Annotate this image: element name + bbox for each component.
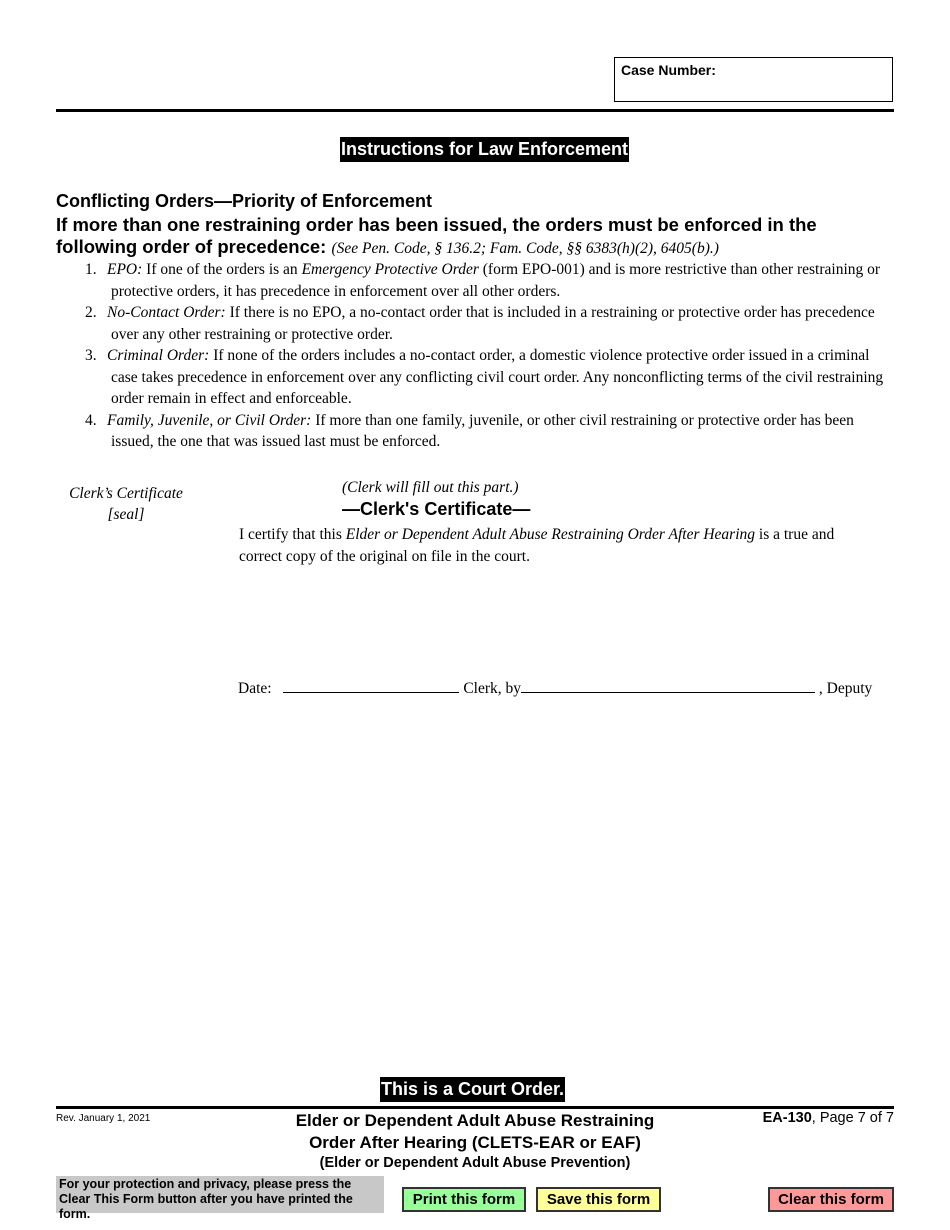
clerk-certificate-title: —Clerk's Certificate— xyxy=(342,499,531,519)
court-order-banner: This is a Court Order. xyxy=(380,1077,565,1102)
precedence-intro-text: If more than one restraining order has been issued, the orders must be enforced in the following order of precedence: xyxy=(56,214,817,257)
print-form-button[interactable]: Print this form xyxy=(402,1187,526,1212)
list-item-term: EPO: xyxy=(107,261,143,278)
clerk-signature-field[interactable] xyxy=(521,676,815,693)
list-item-text: If there is no EPO, a no-contact order that is included in a restraining or protective order has precedence over any other restraining or protective order. xyxy=(111,304,875,343)
certification-text: I certify that this xyxy=(239,526,346,543)
footer-divider xyxy=(56,1106,894,1109)
header-divider xyxy=(56,109,894,112)
clerk-certificate-seal-area xyxy=(56,483,196,525)
list-item-text: If none of the orders includes a no-contact order, a domestic violence protective order issued in a criminal case takes precedence in enforcement over any conflicting civil court order. Any nonconflicting terms of the civil restraining order remain in effect and enforceable. xyxy=(111,347,884,407)
list-item-term: Criminal Order: xyxy=(107,347,210,364)
save-form-button[interactable]: Save this form xyxy=(536,1187,661,1212)
instructions-banner: Instructions for Law Enforcement xyxy=(340,137,629,162)
list-item-number: 2. xyxy=(85,304,97,321)
clear-form-button[interactable]: Clear this form xyxy=(768,1187,894,1212)
form-subtitle: (Elder or Dependent Adult Abuse Prevention) xyxy=(319,1155,631,1171)
clerk-note: (Clerk will fill out this part.) xyxy=(342,479,519,496)
precedence-citation: (See Pen. Code, § 136.2; Fam. Code, §§ 6383(h)(2), 6405(b).) xyxy=(331,240,719,257)
seal-label: [seal] xyxy=(107,506,145,523)
case-number-box[interactable] xyxy=(614,57,893,102)
form-title-line: Elder or Dependent Adult Abuse Restraining xyxy=(295,1111,655,1130)
precedence-intro xyxy=(56,214,896,260)
conflicting-orders-heading: Conflicting Orders—Priority of Enforcement xyxy=(56,191,433,211)
list-item-term: No-Contact Order: xyxy=(107,304,226,321)
form-id: EA-130 xyxy=(762,1110,812,1126)
list-item-text: If one of the orders is an xyxy=(142,261,302,278)
list-item-number: 3. xyxy=(85,347,97,364)
certification-text: is a true and correct copy of the original on file in the court. xyxy=(239,526,835,565)
precedence-list xyxy=(80,259,895,453)
list-item-text: (form EPO-001) and is more restrictive than other restraining or protective orders, it has precedence in enforcement over all other orders. xyxy=(111,261,881,300)
form-title-line: Order After Hearing (CLETS-EAR or EAF) xyxy=(309,1133,641,1152)
clerk-certificate-side-label: Clerk’s Certificate xyxy=(69,485,183,502)
list-item xyxy=(80,259,895,302)
list-item-number: 1. xyxy=(85,261,97,278)
date-field[interactable] xyxy=(283,676,459,693)
list-item xyxy=(80,345,895,410)
privacy-note: For your protection and privacy, please press the Clear This Form button after you have printed the form. xyxy=(56,1176,384,1213)
case-number-label: Case Number: xyxy=(621,62,716,78)
list-item xyxy=(80,302,895,345)
signature-row xyxy=(238,676,872,698)
list-item-text: If more than one family, juvenile, or other civil restraining or protective order has been issued, the one that was issued last must be enforced. xyxy=(111,411,854,450)
page-number: , Page 7 of 7 xyxy=(811,1110,894,1126)
list-item-emphasis: Emergency Protective Order xyxy=(301,261,479,278)
deputy-label: , Deputy xyxy=(818,680,873,697)
list-item-number: 4. xyxy=(85,411,97,429)
certified-document-name: Elder or Dependent Adult Abuse Restraining Order After Hearing xyxy=(345,526,756,543)
page-identifier xyxy=(700,1110,894,1126)
clerk-by-label: Clerk, by xyxy=(463,680,522,697)
list-item xyxy=(80,410,895,453)
certification-statement xyxy=(239,524,859,567)
date-label: Date: xyxy=(238,680,272,697)
list-item-term: Family, Juvenile, or Civil Order: xyxy=(107,411,312,429)
form-title xyxy=(260,1110,690,1154)
revision-date: Rev. January 1, 2021 xyxy=(56,1113,151,1124)
